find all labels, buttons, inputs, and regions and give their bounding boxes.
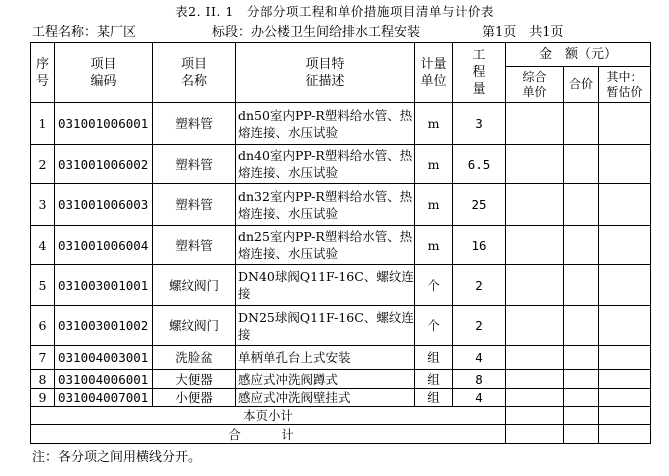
row-total-price <box>564 103 599 145</box>
row-unit-price <box>506 145 564 184</box>
row-name: 洗脸盆 <box>153 346 236 370</box>
table-body <box>31 43 651 444</box>
row-provisional <box>599 346 651 370</box>
row-unit-price <box>506 265 564 306</box>
row-seq: 6 <box>31 306 55 346</box>
row-total-price <box>564 145 599 184</box>
row-provisional <box>599 145 651 184</box>
row-unit: m <box>415 145 453 184</box>
header-unit: 计量单位 <box>415 43 453 103</box>
row-code: 031001006002 <box>55 145 153 184</box>
row-unit-price <box>506 370 564 389</box>
row-unit: 组 <box>415 389 453 407</box>
row-features: dn50室内PP-R塑料给水管、热熔连接、水压试验 <box>236 103 415 145</box>
row-code: 031004006001 <box>55 370 153 389</box>
table-title: 表2. II. 1 分部分项工程和单价措施项目清单与计价表 <box>175 4 494 19</box>
row-qty: 4 <box>453 389 506 407</box>
header-qty: 工程量 <box>453 43 506 103</box>
total-row <box>31 425 651 444</box>
table-row <box>31 226 651 265</box>
row-unit: m <box>415 103 453 145</box>
row-unit-price <box>506 184 564 226</box>
row-unit-price <box>506 103 564 145</box>
row-features: DN40球阀Q11F-16C、螺纹连接 <box>236 265 415 306</box>
header-amount: 金 额（元） <box>506 43 651 67</box>
table-row <box>31 145 651 184</box>
row-total-price <box>564 184 599 226</box>
row-unit: m <box>415 184 453 226</box>
row-provisional <box>599 184 651 226</box>
row-code: 031001006004 <box>55 226 153 265</box>
row-provisional <box>599 370 651 389</box>
header-name: 项目名称 <box>153 43 236 103</box>
row-seq: 3 <box>31 184 55 226</box>
row-name: 塑料管 <box>153 145 236 184</box>
page-info: 第1页 共1页 <box>482 25 564 40</box>
row-seq: 2 <box>31 145 55 184</box>
row-unit-price <box>506 226 564 265</box>
row-seq: 7 <box>31 346 55 370</box>
subtotal-row-amount-cell <box>564 407 599 425</box>
bill-table <box>30 42 651 444</box>
footnote: 注：各分项之间用横线分开。 <box>32 450 202 465</box>
row-name: 大便器 <box>153 370 236 389</box>
subtotal-row-amount-cell <box>599 407 651 425</box>
row-name: 小便器 <box>153 389 236 407</box>
row-unit-price <box>506 389 564 407</box>
row-unit: 组 <box>415 370 453 389</box>
row-unit-price <box>506 306 564 346</box>
header-code: 项目编码 <box>55 43 153 103</box>
header-seq: 序号 <box>31 43 55 103</box>
row-name: 塑料管 <box>153 103 236 145</box>
row-qty: 6.5 <box>453 145 506 184</box>
project-name: 工程名称：某厂区 <box>32 25 137 40</box>
table-row <box>31 184 651 226</box>
header-total: 合价 <box>564 67 599 103</box>
row-qty: 16 <box>453 226 506 265</box>
row-total-price <box>564 370 599 389</box>
header-unit-price: 综合单价 <box>506 67 564 103</box>
total-label: 合 计 <box>31 425 506 444</box>
subtotal-row <box>31 407 651 425</box>
table-row <box>31 346 651 370</box>
row-features: dn32室内PP-R塑料给水管、热熔连接、水压试验 <box>236 184 415 226</box>
total-row-amount-cell <box>599 425 651 444</box>
row-features: 感应式冲洗阀壁挂式 <box>236 389 415 407</box>
row-total-price <box>564 265 599 306</box>
row-seq: 1 <box>31 103 55 145</box>
row-name: 塑料管 <box>153 184 236 226</box>
table-row <box>31 306 651 346</box>
row-provisional <box>599 265 651 306</box>
row-name: 螺纹阀门 <box>153 306 236 346</box>
row-unit: 个 <box>415 265 453 306</box>
row-features: 单柄单孔台上式安装 <box>236 346 415 370</box>
row-qty: 2 <box>453 265 506 306</box>
row-code: 031001006001 <box>55 103 153 145</box>
table-row <box>31 370 651 389</box>
row-seq: 8 <box>31 370 55 389</box>
header-features: 项目特征描述 <box>236 43 415 103</box>
row-qty: 8 <box>453 370 506 389</box>
row-name: 螺纹阀门 <box>153 265 236 306</box>
row-provisional <box>599 306 651 346</box>
row-seq: 4 <box>31 226 55 265</box>
row-features: dn40室内PP-R塑料给水管、热熔连接、水压试验 <box>236 145 415 184</box>
row-qty: 2 <box>453 306 506 346</box>
total-row-amount-cell <box>506 425 564 444</box>
total-row-amount-cell <box>564 425 599 444</box>
row-features: 感应式冲洗阀蹲式 <box>236 370 415 389</box>
row-code: 031001006003 <box>55 184 153 226</box>
row-qty: 4 <box>453 346 506 370</box>
row-unit: 组 <box>415 346 453 370</box>
row-name: 塑料管 <box>153 226 236 265</box>
row-total-price <box>564 226 599 265</box>
row-features: dn25室内PP-R塑料给水管、热熔连接、水压试验 <box>236 226 415 265</box>
table-row <box>31 103 651 145</box>
row-total-price <box>564 389 599 407</box>
header-provisional: 其中：暂估价 <box>599 67 651 103</box>
table-row <box>31 389 651 407</box>
row-total-price <box>564 306 599 346</box>
table-row <box>31 265 651 306</box>
header-row-1 <box>31 43 651 67</box>
row-total-price <box>564 346 599 370</box>
row-code: 031004007001 <box>55 389 153 407</box>
row-code: 031004003001 <box>55 346 153 370</box>
row-unit: 个 <box>415 306 453 346</box>
row-seq: 5 <box>31 265 55 306</box>
row-provisional <box>599 226 651 265</box>
row-seq: 9 <box>31 389 55 407</box>
row-unit: m <box>415 226 453 265</box>
row-code: 031003001002 <box>55 306 153 346</box>
row-code: 031003001001 <box>55 265 153 306</box>
section-label: 标段：办公楼卫生间给排水工程安装 <box>212 25 421 40</box>
subtotal-label: 本页小计 <box>31 407 506 425</box>
subtotal-row-amount-cell <box>506 407 564 425</box>
row-qty: 25 <box>453 184 506 226</box>
row-qty: 3 <box>453 103 506 145</box>
row-provisional <box>599 103 651 145</box>
row-features: DN25球阀Q11F-16C、螺纹连接 <box>236 306 415 346</box>
row-provisional <box>599 389 651 407</box>
row-unit-price <box>506 346 564 370</box>
